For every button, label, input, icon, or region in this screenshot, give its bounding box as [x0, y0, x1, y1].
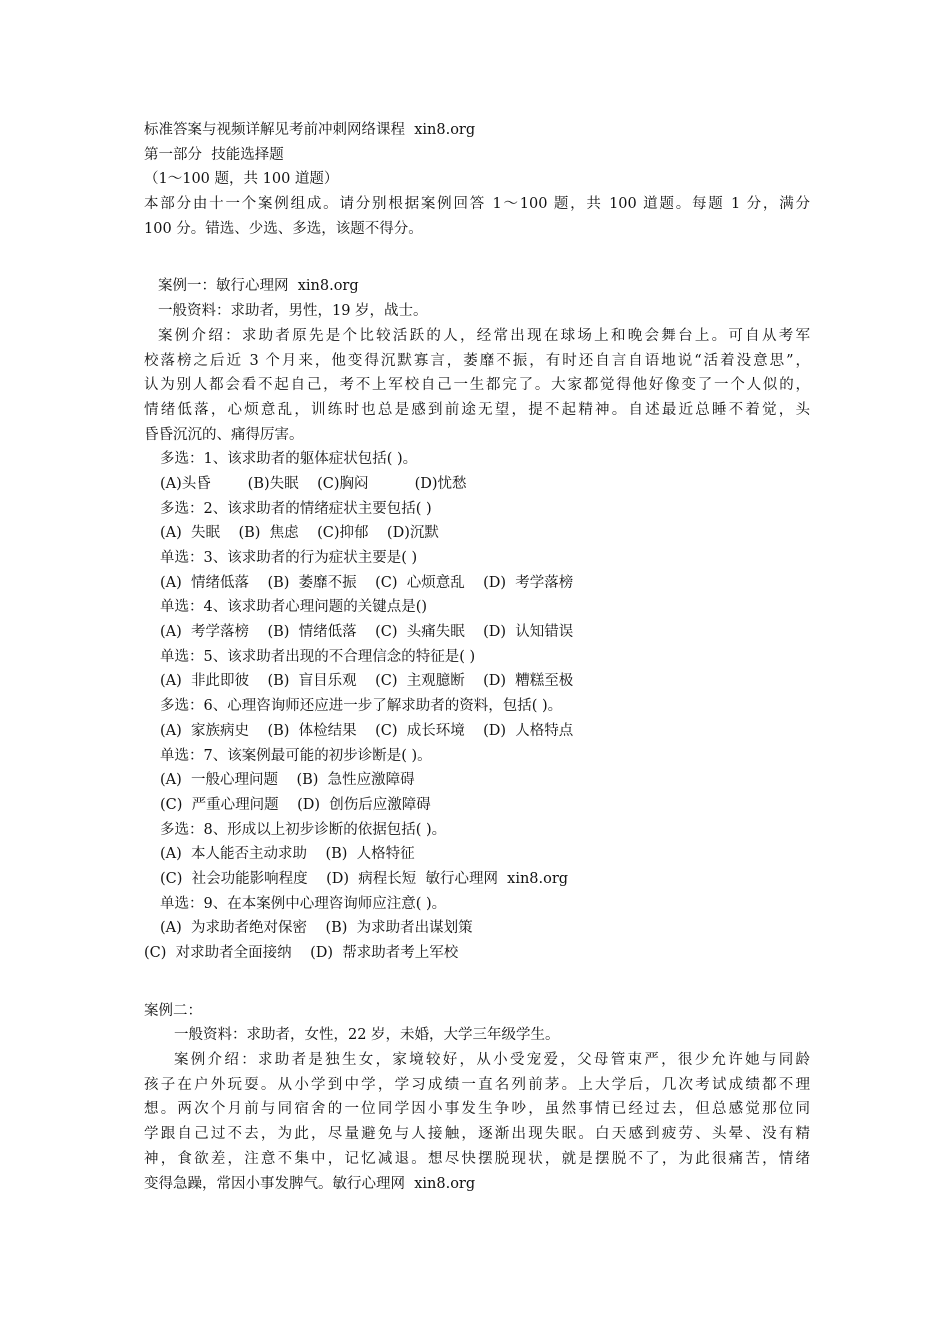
question: 单选：7、该案例最可能的初步诊断是( )。	[160, 747, 432, 764]
options: (A) 本人能否主动求助 (B) 人格特征	[160, 846, 415, 863]
case1-title: 案例一：敏行心理网 xin8.org	[158, 278, 359, 295]
case2-intro-line: 神，食欲差，注意不集中，记忆减退。想尽快摆脱现状，就是摆脱不了，为此很痛苦，情绪	[144, 1150, 810, 1167]
question: 单选：9、在本案例中心理咨询师应注意( )。	[160, 895, 447, 912]
question: 单选：3、该求助者的行为症状主要是( )	[160, 550, 418, 566]
section-range: （1～100 题，共 100 道题）	[144, 171, 339, 188]
question: 单选：5、该求助者出现的不合理信念的特征是( )	[160, 648, 476, 665]
question: 单选：4、该求助者心理问题的关键点是()	[160, 599, 428, 616]
case2-title: 案例二：	[144, 1002, 202, 1019]
document-page	[144, 118, 810, 1196]
options: (A) 一般心理问题 (B) 急性应激障碍	[160, 772, 415, 789]
question: 多选：8、形成以上初步诊断的依据包括( )。	[160, 821, 447, 838]
section-title: 第一部分 技能选择题	[144, 146, 284, 163]
question: 多选：6、心理咨询师还应进一步了解求助者的资料，包括( )。	[160, 698, 563, 715]
options: (A) 考学落榜 (B) 情绪低落 (C) 头痛失眠 (D) 认知错误	[160, 624, 574, 641]
case2-intro-line: 孩子在户外玩耍。从小学到中学，学习成绩一直名列前茅。上大学后，几次考试成绩都不理	[144, 1076, 810, 1093]
section-intro-line: 100 分。错选、少选、多选，该题不得分。	[144, 220, 423, 237]
case2-intro-line: 学跟自己过不去，为此，尽量避免与人接触，逐渐出现失眠。白天感到疲劳、头晕、没有精	[144, 1126, 810, 1143]
options: (A) 失眠 (B) 焦虑 (C)抑郁 (D)沉默	[160, 525, 439, 542]
options: (C) 对求助者全面接纳 (D) 帮求助者考上军校	[144, 945, 459, 961]
options: (A) 情绪低落 (B) 萎靡不振 (C) 心烦意乱 (D) 考学落榜	[160, 574, 574, 591]
options: (C) 严重心理问题 (D) 创伤后应激障碍	[160, 796, 431, 813]
case1-intro-line: 校落榜之后近 3 个月来，他变得沉默寡言，萎靡不振，有时还自言自语地说“活着没意思”，	[144, 352, 810, 369]
options: (C) 社会功能影响程度 (D) 病程长短 敏行心理网 xin8.org	[160, 870, 569, 887]
case2-general: 一般资料：求助者，女性，22 岁，未婚，大学三年级学生。	[174, 1027, 560, 1044]
case1-intro-line: 认为别人都会看不起自己，考不上军校自己一生都完了。大家都觉得他好像变了一个人似的，	[144, 377, 810, 394]
options: (A) 家族病史 (B) 体检结果 (C) 成长环境 (D) 人格特点	[160, 722, 574, 739]
options: (A)头昏 (B)失眠 (C)胸闷 (D)忧愁	[160, 475, 467, 492]
case2-intro-line: 案例介绍：求助者是独生女，家境较好，从小受宠爱，父母管束严，很少允许她与同龄	[174, 1052, 810, 1069]
question: 多选：2、该求助者的情绪症状主要包括( )	[160, 500, 432, 517]
question: 多选：1、该求助者的躯体症状包括( )。	[160, 451, 418, 468]
case1-intro-line: 案例介绍：求助者原先是个比较活跃的人，经常出现在球场上和晚会舞台上。可自从考军	[158, 327, 810, 344]
options: (A) 非此即彼 (B) 盲目乐观 (C) 主观臆断 (D) 糟糕至极	[160, 673, 574, 690]
case2-intro-line: 想。两次个月前与同宿舍的一位同学因小事发生争吵，虽然事情已经过去，但总感觉那位同	[144, 1101, 810, 1118]
case1-general: 一般资料：求助者，男性，19 岁，战士。	[158, 303, 428, 320]
options: (A) 为求助者绝对保密 (B) 为求助者出谋划策	[160, 920, 473, 937]
case1-intro-line: 情绪低落，心烦意乱，训练时也总是感到前途无望，提不起精神。自述最近总睡不着觉，头	[144, 401, 810, 418]
header-line: 标准答案与视频详解见考前冲刺网络课程 xin8.org	[144, 122, 476, 138]
case2-intro-line: 变得急躁，常因小事发脾气。敏行心理网 xin8.org	[144, 1175, 476, 1192]
case1-intro-line: 昏昏沉沉的、痛得厉害。	[144, 426, 304, 443]
section-intro-line: 本部分由十一个案例组成。请分别根据案例回答 1～100 题，共 100 道题。每题 1 分，满分	[144, 196, 810, 213]
